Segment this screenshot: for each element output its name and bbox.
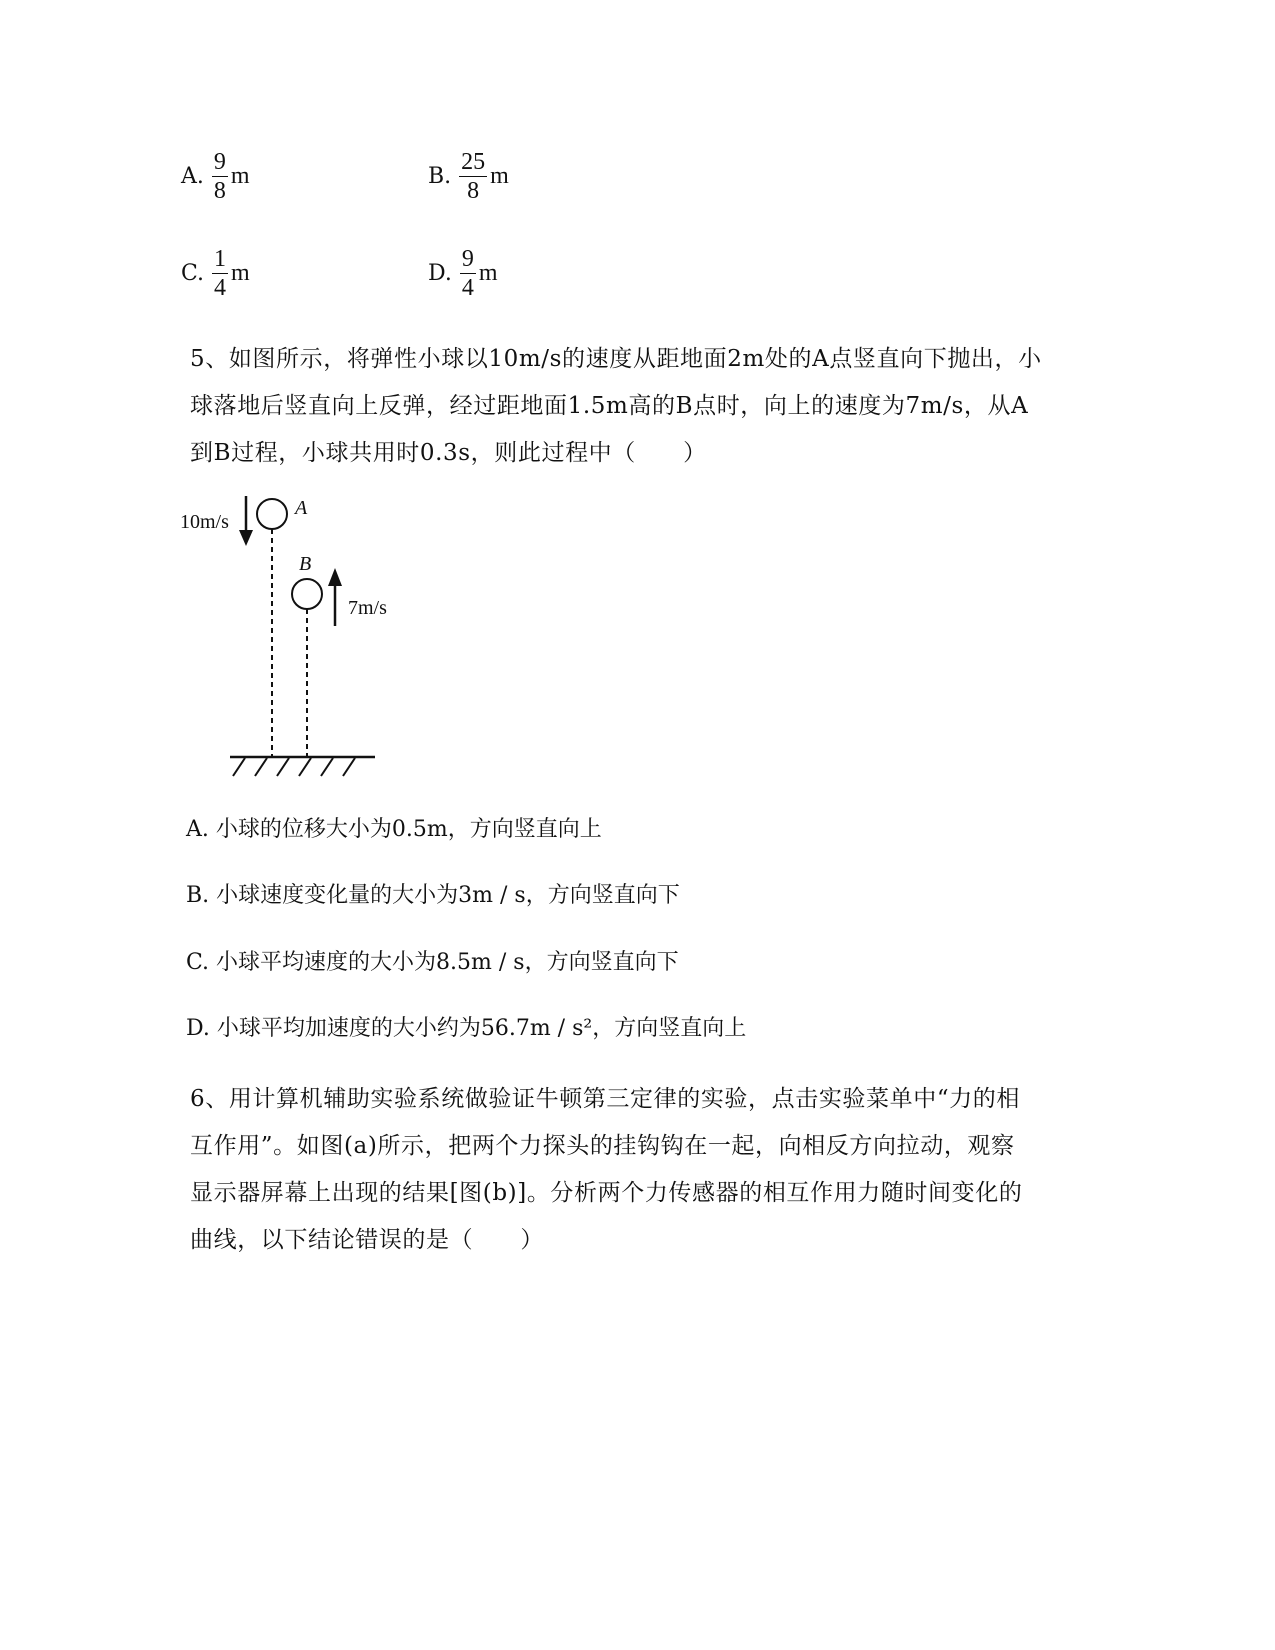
speed-up-label: 7m/s (348, 597, 387, 619)
option-letter: A. (181, 164, 204, 189)
q5-line-3: 到B过程，小球共用时0.3s，则此过程中（ ） (190, 440, 707, 466)
unit: m (478, 260, 498, 286)
numerator: 9 (461, 246, 474, 272)
label-a: A (295, 497, 308, 519)
q6-stem (190, 1076, 1090, 1264)
denominator: 8 (467, 178, 480, 204)
q5-figure (175, 488, 415, 793)
down-arrow-head (239, 530, 253, 546)
q5-option-a: A. 小球的位移大小为0.5m，方向竖直向上 (186, 817, 602, 842)
q4-option-c (181, 245, 250, 302)
numerator: 25 (461, 149, 486, 175)
label-b: B (299, 553, 312, 575)
q6-line-3: 显示器屏幕上出现的结果[图(b)]。分析两个力传感器的相互作用力随时间变化的 (190, 1180, 1023, 1206)
speed-down-label: 10m/s (180, 511, 229, 533)
q6-line-4: 曲线，以下结论错误的是（ ） (190, 1227, 544, 1253)
fraction (212, 245, 228, 302)
q5-option-c: C. 小球平均速度的大小为8.5m / s，方向竖直向下 (186, 950, 679, 975)
q6-line-1: 6、用计算机辅助实验系统做验证牛顿第三定律的实验，点击实验菜单中“力的相 (190, 1086, 1020, 1112)
up-arrow-head (328, 568, 342, 586)
ground-hatching (233, 758, 355, 776)
option-letter: B. (428, 164, 452, 189)
ball-a (257, 499, 287, 529)
denominator: 4 (461, 275, 474, 301)
option-letter: C. (181, 261, 205, 286)
q5-line-1: 5、如图所示，将弹性小球以10m/s的速度从距地面2m处的A点竖直向下抛出，小 (190, 346, 1042, 372)
unit: m (231, 260, 250, 286)
denominator: 4 (214, 275, 227, 301)
fraction (460, 245, 476, 302)
q4-option-b (428, 148, 509, 205)
unit: m (230, 163, 250, 189)
q6-line-2: 互作用”。如图(a)所示，把两个力探头的挂钩钩在一起，向相反方向拉动，观察 (190, 1133, 1015, 1159)
ball-b (292, 579, 322, 609)
q4-option-a (181, 148, 250, 205)
q4-option-d (428, 245, 498, 302)
option-letter: D. (428, 261, 452, 286)
fraction (459, 148, 487, 205)
q5-option-b: B. 小球速度变化量的大小为3m / s，方向竖直向下 (186, 883, 680, 908)
q5-option-d: D. 小球平均加速度的大小约为56.7m / s²，方向竖直向上 (186, 1016, 747, 1041)
q5-stem (190, 336, 1090, 477)
numerator: 9 (213, 149, 226, 175)
unit: m (490, 163, 509, 189)
q5-line-2: 球落地后竖直向上反弹，经过距地面1.5m高的B点时，向上的速度为7m/s，从A (190, 393, 1029, 419)
numerator: 1 (214, 246, 227, 272)
fraction (212, 148, 228, 205)
denominator: 8 (213, 178, 226, 204)
